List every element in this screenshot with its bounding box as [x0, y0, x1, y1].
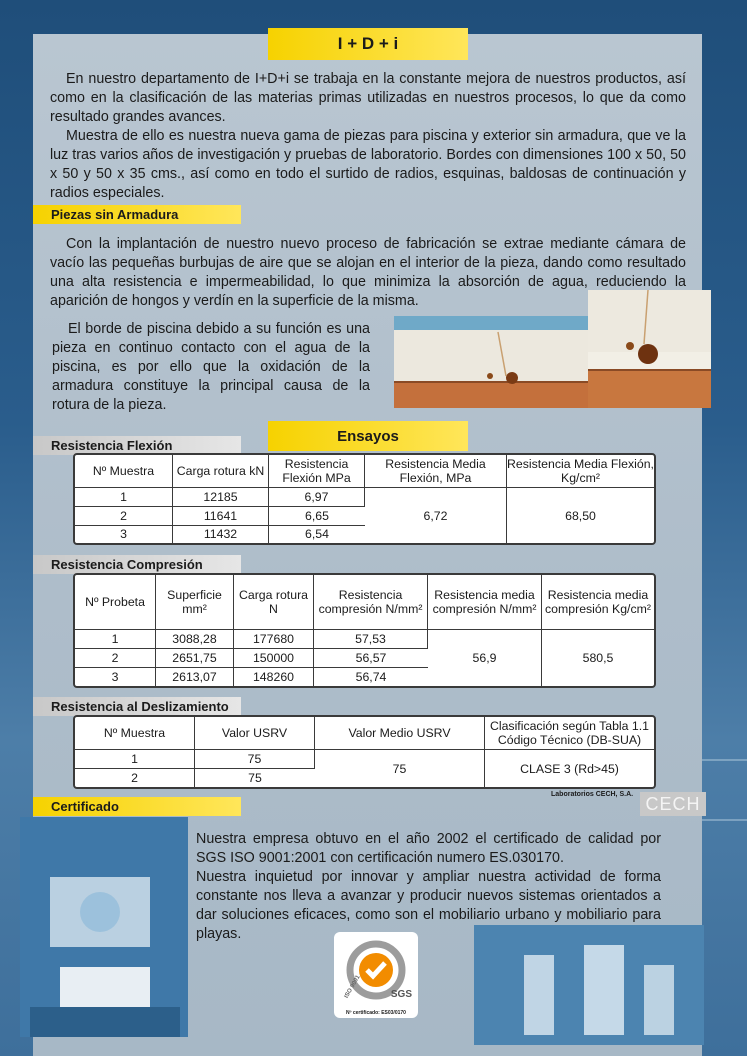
flexion-cell: 6,65	[269, 507, 365, 526]
iso-sgs-logo	[334, 932, 418, 1018]
compresion-cell: 1	[75, 630, 156, 649]
lab-equipment-photo-left	[20, 817, 188, 1037]
deslizamiento-mean: 75	[315, 750, 485, 787]
compresion-cell: 2	[75, 649, 156, 668]
flexion-cell: 2	[75, 507, 173, 526]
deslizamiento-cell: 1	[75, 750, 195, 769]
flexion-header: Resistencia Flexión MPa	[269, 455, 365, 488]
flexion-cell: 11432	[173, 526, 269, 544]
compresion-cell: 2613,07	[156, 668, 234, 686]
deslizamiento-cell: 2	[75, 769, 195, 787]
flexion-header: Resistencia Media Flexión, Kg/cm²	[507, 455, 654, 488]
intro-paragraph-2: Muestra de ello es nuestra nueva gama de piezas para piscina y exterior sin armadura, que ve la luz tras varios años de investigación y pruebas de laboratorio. Bordes con dimensiones 100 x 50, 50 x 50 y 50 x 35 cms., así como en todo el surtido de radios, esquinas, baldosas de continuación y radios especiales.	[50, 128, 686, 201]
certificado-paragraph-2: Nuestra inquietud por innovar y ampliar nuestra actividad de forma constante nos lleva a avanzar y producir nuevos sistemas orientados a dar soluciones eficaces, como son el mobiliario urbano y mobiliario para playas.	[196, 869, 661, 942]
deslizamiento-header: Clasificación según Tabla 1.1 Código Técnico (DB-SUA)	[485, 717, 654, 750]
compresion-header: Nº Probeta	[75, 575, 156, 630]
compresion-cell: 150000	[234, 649, 314, 668]
deslizamiento-header: Valor USRV	[195, 717, 315, 750]
section-heading-flexion: Resistencia Flexión	[33, 436, 241, 455]
compresion-mean-n: 56,9	[428, 630, 542, 686]
flexion-cell: 11641	[173, 507, 269, 526]
section-heading-piezas: Piezas sin Armadura	[33, 205, 241, 224]
compresion-header: Resistencia media compresión Kg/cm²	[542, 575, 654, 630]
intro-paragraph-1: En nuestro departamento de I+D+i se trabaja en la constante mejora de nuestros productos, así como en la clasificación de las materias primas utilizadas en nuestros procesos, lo que da como resultado grandes avances.	[50, 71, 686, 125]
compresion-cell: 56,74	[355, 670, 387, 685]
compresion-cell: 3	[75, 668, 156, 686]
compresion-cell: 56,57	[314, 649, 428, 668]
flexion-header: Carga rotura kN	[173, 455, 269, 488]
flexion-cell: 12185	[173, 488, 269, 507]
section-heading-compresion: Resistencia Compresión	[33, 555, 241, 574]
page-title: I + D + i	[268, 28, 468, 60]
deslizamiento-header: Valor Medio USRV	[315, 717, 485, 750]
compresion-cell: 2651,75	[156, 649, 234, 668]
cech-logo	[640, 792, 706, 816]
sgs-label: SGS	[390, 989, 412, 1000]
piezas-paragraph-1: Con la implantación de nuestro nuevo proceso de fabricación se extrae mediante cámara de vacío las pequeñas burbujas de aire que se alojan en el interior de la pieza, dando como resultado una alta resistencia e impermeabilidad, lo que minimiza la absorción de agua, reduciendo la aparición de hongos y verdín en la superficie de la misma.	[50, 236, 686, 309]
certificado-paragraph-1: Nuestra empresa obtuvo en el año 2002 el certificado de calidad por SGS ISO 9001:2001 con certificación numero ES.030170.	[196, 831, 661, 866]
flexion-mean-kg: 68,50	[565, 508, 596, 523]
piezas-paragraph-2: El borde de piscina debido a su función es una pieza en continuo contacto con el agua de la piscina, es por ello que la oxidación de la armadura constituye la principal causa de la rotura de la pieza.	[52, 321, 370, 413]
compresion-header: Carga rotura N	[234, 575, 314, 630]
deslizamiento-table	[73, 715, 656, 789]
compresion-header: Superficie mm²	[156, 575, 234, 630]
compresion-cell: 3088,28	[156, 630, 234, 649]
pool-edge-photo-2	[588, 290, 711, 408]
flexion-mean-mpa: 6,72	[365, 488, 507, 543]
flexion-table	[73, 453, 656, 545]
flexion-header: Resistencia Media Flexión, MPa	[365, 455, 507, 488]
compresion-cell: 148260	[234, 668, 314, 686]
lab-credit: Laboratorios CECH, S.A.	[551, 791, 634, 798]
cert-number: Nº certificado: ES03/0170	[346, 1010, 406, 1016]
iso-label: ISO 9001	[343, 974, 362, 1000]
cech-logo-text: CECH	[645, 793, 701, 814]
flexion-cell: 3	[75, 526, 173, 544]
compresion-header: Resistencia compresión N/mm²	[314, 575, 428, 630]
pool-edge-photo-1	[394, 316, 590, 408]
flexion-cell: 6,97	[269, 488, 365, 507]
compresion-cell: 177680	[234, 630, 314, 649]
compresion-mean-kg: 580,5	[582, 651, 614, 665]
section-heading-certificado: Certificado	[33, 797, 241, 816]
deslizamiento-cell: 75	[248, 771, 262, 786]
deslizamiento-clase: CLASE 3 (Rd>45)	[520, 761, 619, 776]
deslizamiento-cell: 75	[195, 750, 315, 769]
deslizamiento-header: Nº Muestra	[75, 717, 195, 750]
flexion-header: Nº Muestra	[75, 455, 173, 488]
compresion-header: Resistencia media compresión N/mm²	[428, 575, 542, 630]
compresion-cell: 57,53	[314, 630, 428, 649]
flexion-cell: 6,54	[305, 527, 329, 542]
compresion-table	[73, 573, 656, 688]
flexion-cell: 1	[75, 488, 173, 507]
section-heading-deslizamiento: Resistencia al Deslizamiento	[33, 697, 241, 716]
ensayos-title: Ensayos	[268, 421, 468, 451]
